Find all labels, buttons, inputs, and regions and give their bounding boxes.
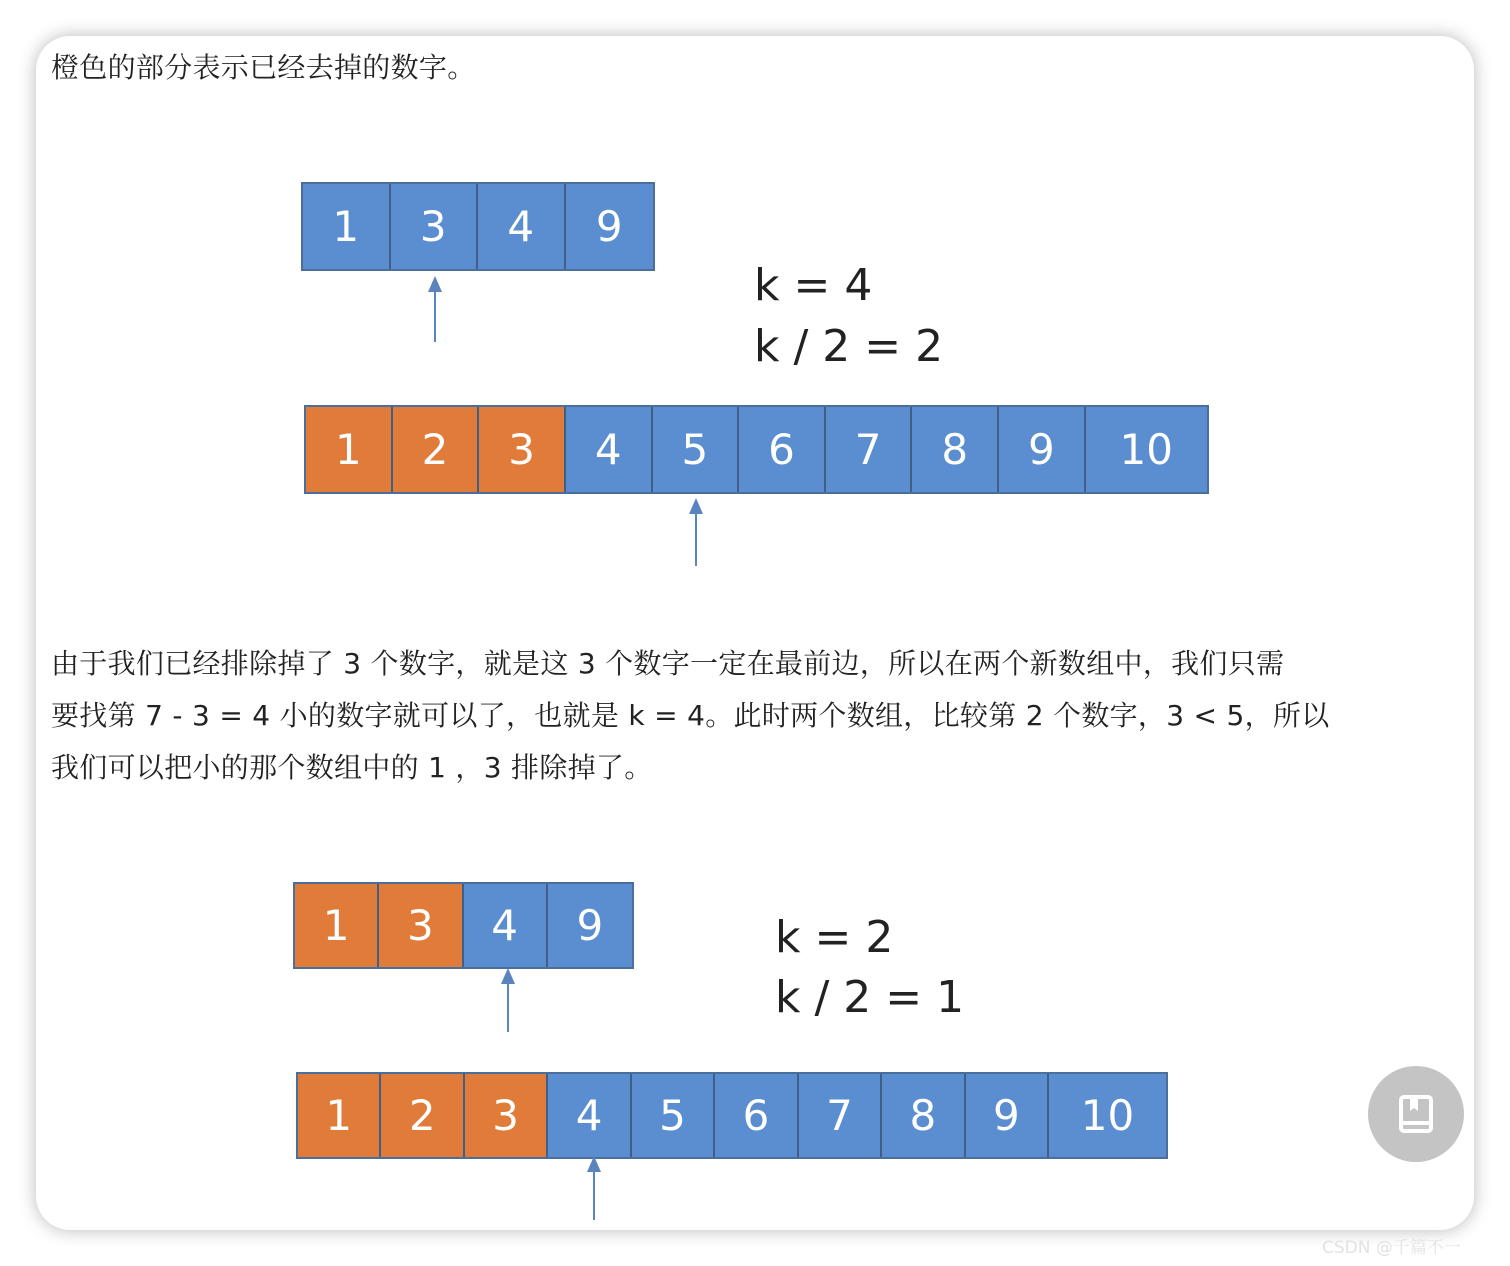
figure-1-array-b-cell-7: 7 xyxy=(826,407,913,492)
content-card xyxy=(36,36,1474,1230)
figure-2-array-a-pointer-arrow xyxy=(507,972,509,1032)
paragraph-intro: 橙色的部分表示已经去掉的数字。 xyxy=(51,51,476,84)
figure-1-array-b-cell-5: 5 xyxy=(653,407,740,492)
figure-2-array-b-cell-4: 4 xyxy=(548,1074,631,1157)
figure-2-array-b-cell-10: 10 xyxy=(1049,1074,1166,1157)
watermark: CSDN @千篇不一 xyxy=(1322,1238,1461,1258)
figure-2-array-b-cell-1: 1 xyxy=(298,1074,381,1157)
figure-1-array-b-cell-8: 8 xyxy=(912,407,999,492)
figure-1-array-b-cell-4: 4 xyxy=(566,407,653,492)
figure-1-k-half-value: k / 2 = 2 xyxy=(754,321,944,372)
paragraph-explanation-line-2: 要找第 7 - 3 = 4 小的数字就可以了，也就是 k = 4。此时两个数组，比较第 2 个数字，3 < 5，所以 xyxy=(51,699,1330,732)
figure-2-array-a-cell-3: 4 xyxy=(464,884,548,967)
figure-1-array-a-cell-2: 3 xyxy=(391,184,479,269)
figure-1-array-b-cell-6: 6 xyxy=(739,407,826,492)
figure-2-array-b-pointer-arrow xyxy=(593,1160,595,1220)
figure-2-array-a xyxy=(293,882,634,969)
figure-2-array-a-cell-4: 9 xyxy=(548,884,632,967)
figure-1-array-a-pointer-arrow xyxy=(434,280,436,342)
figure-1-array-b-cell-3: 3 xyxy=(479,407,566,492)
figure-2-array-a-cell-1: 1 xyxy=(295,884,379,967)
paragraph-explanation-line-3: 我们可以把小的那个数组中的 1 ，3 排除掉了。 xyxy=(51,751,653,784)
figure-1-array-a xyxy=(301,182,655,271)
figure-1-array-a-cell-1: 1 xyxy=(303,184,391,269)
figure-2-array-b-cell-9: 9 xyxy=(966,1074,1049,1157)
figure-1-array-b-cell-2: 2 xyxy=(393,407,480,492)
figure-2-array-b-cell-6: 6 xyxy=(715,1074,798,1157)
figure-1-array-a-cell-4: 9 xyxy=(566,184,654,269)
figure-1-array-b-cell-1: 1 xyxy=(306,407,393,492)
paragraph-explanation-line-1: 由于我们已经排除掉了 3 个数字，就是这 3 个数字一定在最前边，所以在两个新数组中，我们只需 xyxy=(51,647,1285,680)
figure-2-array-b-cell-7: 7 xyxy=(799,1074,882,1157)
figure-1-array-b-pointer-arrow xyxy=(695,502,697,566)
figure-1-array-b xyxy=(304,405,1209,494)
figure-1-array-a-cell-3: 4 xyxy=(478,184,566,269)
reading-mode-button[interactable] xyxy=(1368,1066,1464,1162)
figure-2-array-b-cell-2: 2 xyxy=(381,1074,464,1157)
figure-2-array-b-cell-5: 5 xyxy=(632,1074,715,1157)
figure-2-k-half-value: k / 2 = 1 xyxy=(775,972,965,1023)
figure-2-k-value: k = 2 xyxy=(775,912,894,963)
figure-1-k-value: k = 4 xyxy=(754,260,873,311)
figure-1-array-b-cell-9: 9 xyxy=(999,407,1086,492)
paragraph-explanation xyxy=(51,638,1456,794)
figure-2-array-b-cell-8: 8 xyxy=(882,1074,965,1157)
figure-1-array-b-cell-10: 10 xyxy=(1086,407,1207,492)
figure-2-array-a-cell-2: 3 xyxy=(379,884,463,967)
figure-2-array-b-cell-3: 3 xyxy=(465,1074,548,1157)
book-icon xyxy=(1398,1094,1434,1134)
figure-2-array-b xyxy=(296,1072,1168,1159)
